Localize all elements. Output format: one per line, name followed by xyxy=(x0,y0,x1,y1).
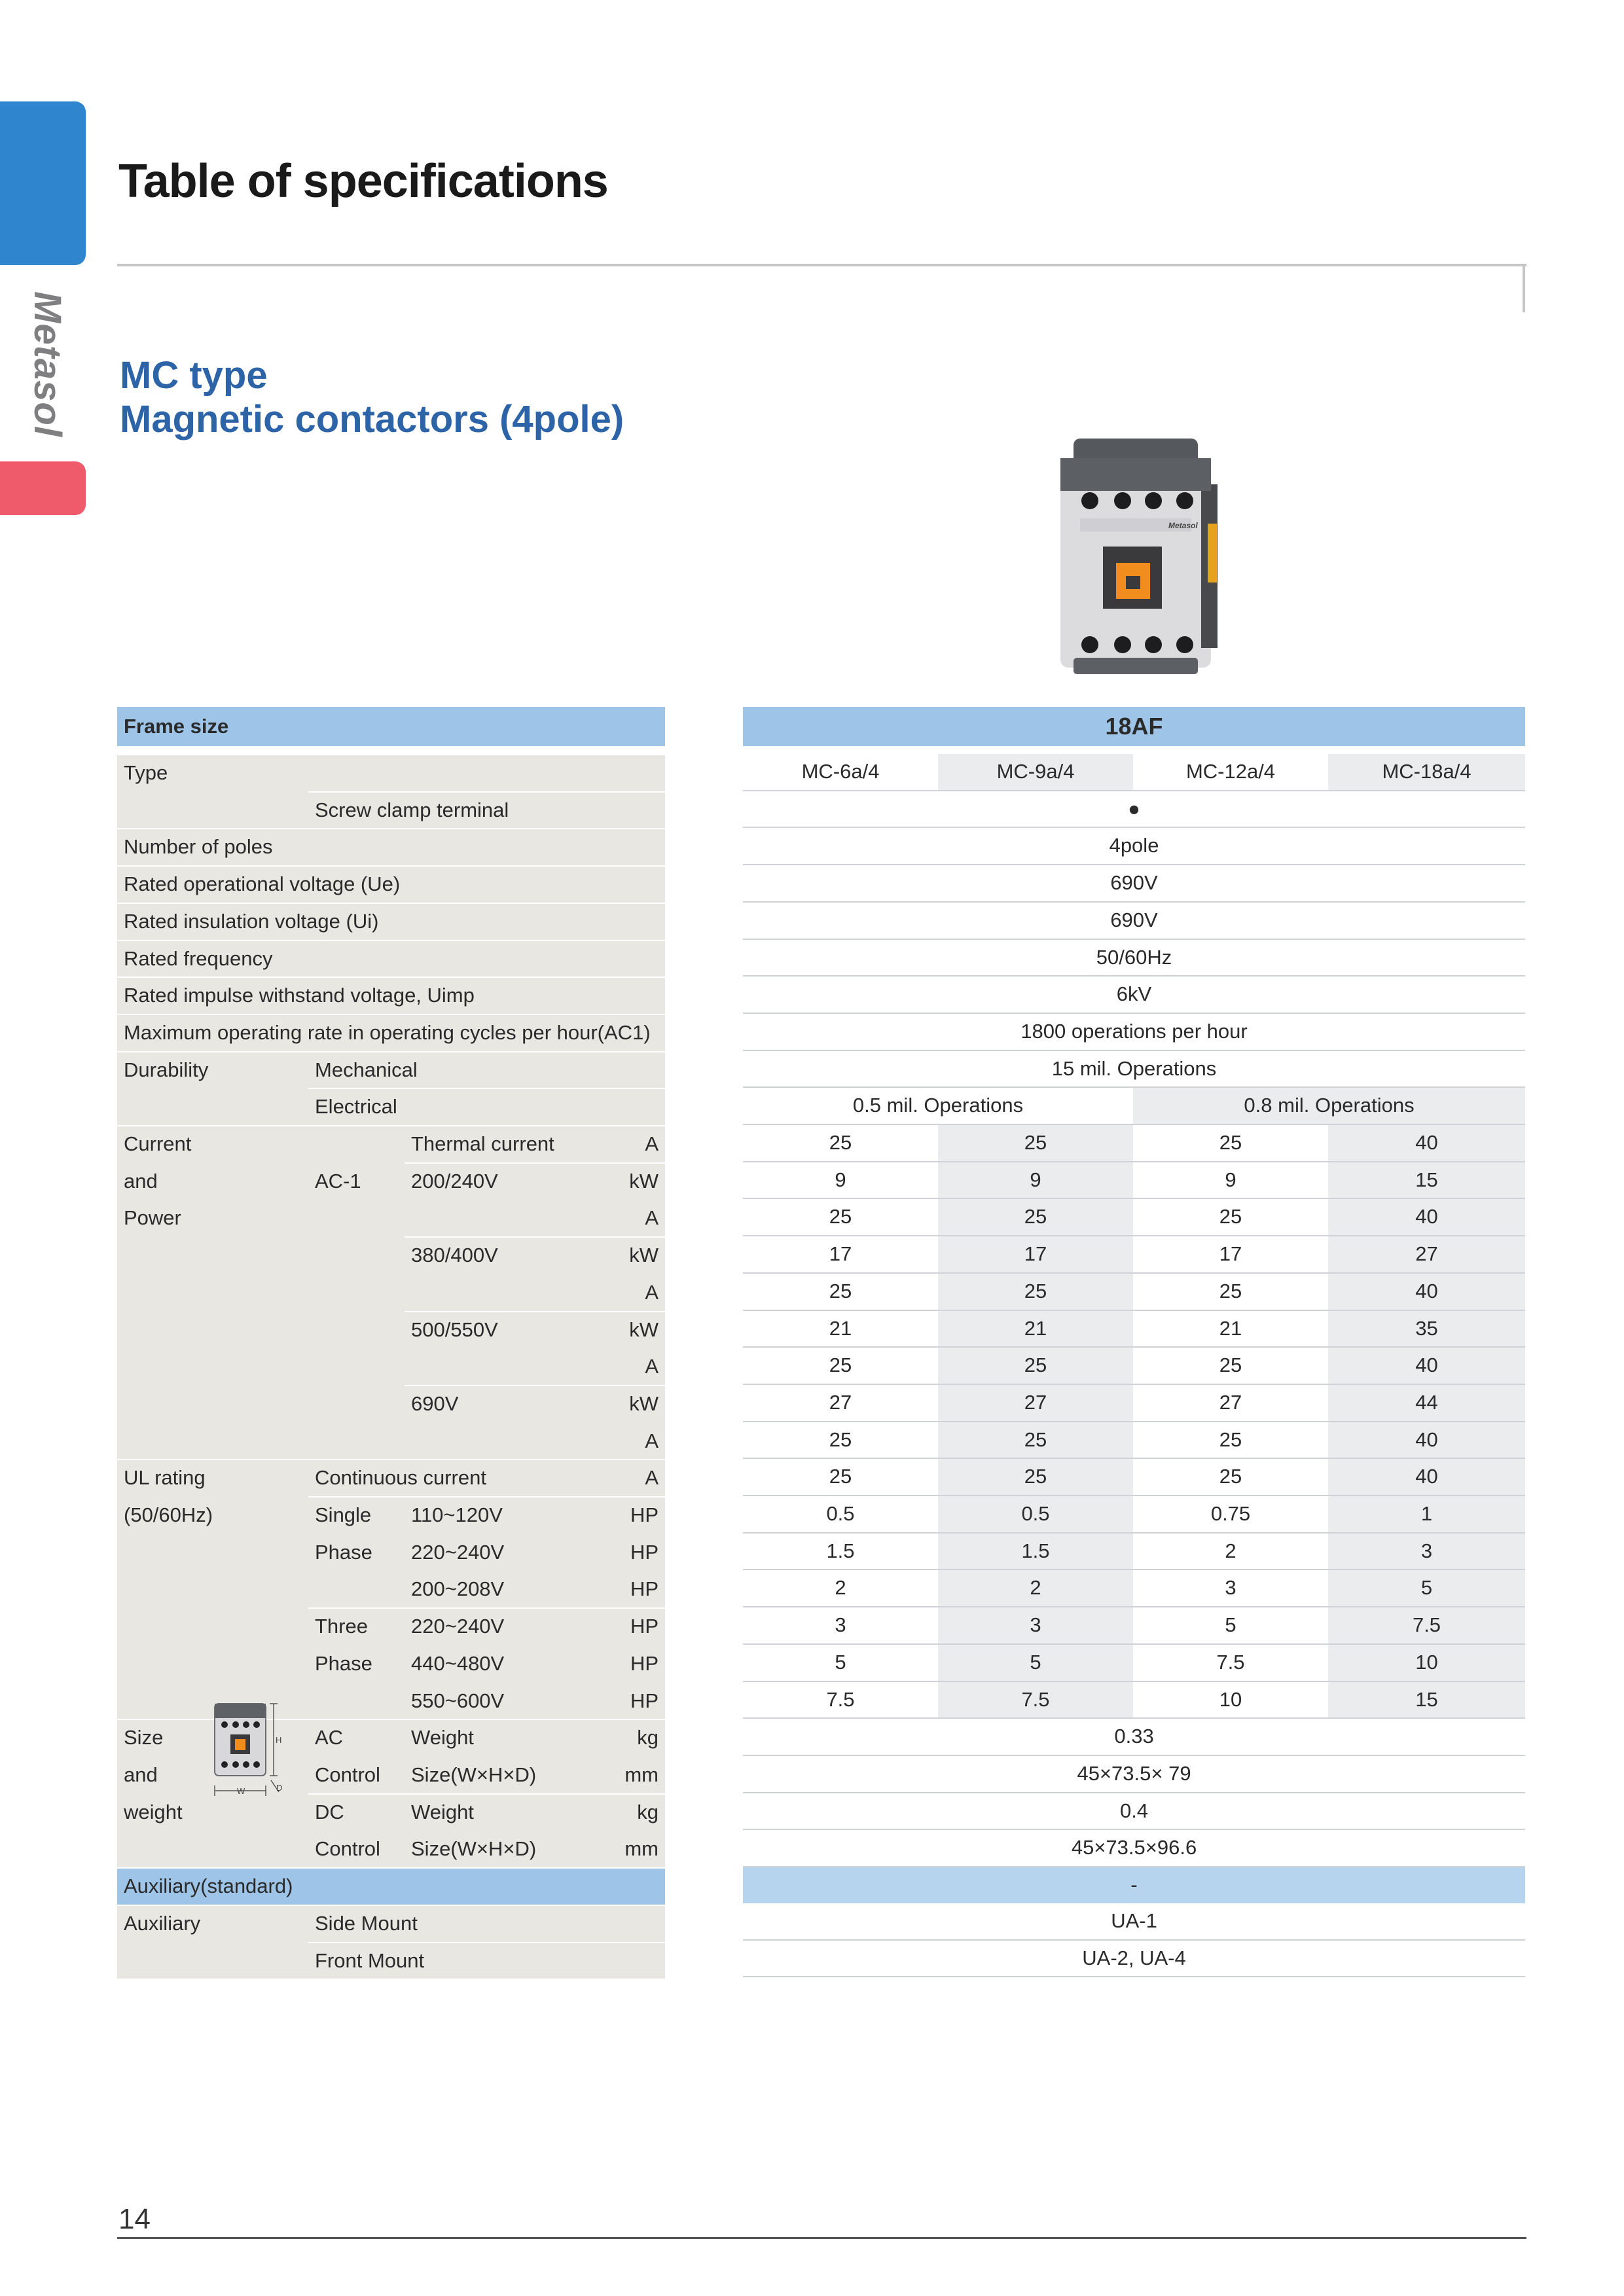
table-row xyxy=(117,1386,665,1423)
table-row xyxy=(743,1496,1525,1533)
table-row xyxy=(117,1757,665,1794)
table-row-ue xyxy=(117,866,665,903)
contactor-product-image xyxy=(1041,439,1231,681)
unit-label: A xyxy=(601,1126,665,1163)
frame-size-label: Frame size xyxy=(117,707,665,747)
value-cell: 25 xyxy=(743,1124,938,1162)
side-mount-value: UA-1 xyxy=(743,1903,1525,1940)
page-title: Table of specifications xyxy=(118,155,608,207)
model-cell: MC-12a/4 xyxy=(1133,754,1328,791)
table-row xyxy=(743,1607,1525,1644)
single-label: Single xyxy=(308,1497,405,1534)
spec-values-table xyxy=(743,707,1525,1977)
model-cell: MC-6a/4 xyxy=(743,754,938,791)
unit-label: A xyxy=(601,1200,665,1237)
value-cell: 3 xyxy=(938,1607,1133,1644)
unit-label: A xyxy=(601,1348,665,1386)
screw-clamp-value: ● xyxy=(743,791,1525,828)
table-row xyxy=(117,1943,665,1980)
model-cell: MC-18a/4 xyxy=(1328,754,1525,791)
value-cell: 35 xyxy=(1328,1310,1525,1348)
table-row-aux-standard xyxy=(117,1868,665,1905)
side-mount-label: Side Mount xyxy=(308,1905,665,1943)
current-label: Current xyxy=(117,1126,308,1163)
rating-values xyxy=(743,1124,1525,1718)
value-cell: 25 xyxy=(938,1198,1133,1236)
value-cell: 25 xyxy=(743,1347,938,1384)
footer-rule xyxy=(117,2237,1526,2239)
ue-value: 690V xyxy=(743,865,1525,902)
value-cell: 7.5 xyxy=(938,1681,1133,1719)
value-cell: 17 xyxy=(938,1236,1133,1273)
voltage-label: 690V xyxy=(405,1386,601,1423)
value-cell: 25 xyxy=(938,1273,1133,1310)
table-row xyxy=(743,902,1525,939)
table-row xyxy=(117,1423,665,1460)
control-label: Control xyxy=(308,1831,405,1868)
weight-label: Weight xyxy=(405,1794,601,1831)
value-cell: 21 xyxy=(743,1310,938,1348)
ul-rating-label: UL rating xyxy=(117,1460,308,1497)
table-row xyxy=(743,1013,1525,1050)
table-row xyxy=(743,1681,1525,1719)
voltage-label: 110~120V xyxy=(405,1497,601,1534)
value-cell: 15 xyxy=(1328,1162,1525,1199)
table-row xyxy=(117,1237,665,1274)
table-row xyxy=(743,1087,1525,1124)
value-cell: 40 xyxy=(1328,1347,1525,1384)
unit-label: HP xyxy=(601,1571,665,1608)
unit-label: HP xyxy=(601,1497,665,1534)
table-row xyxy=(117,1608,665,1645)
poles-value: 4pole xyxy=(743,827,1525,865)
value-cell: 25 xyxy=(743,1198,938,1236)
value-cell: 25 xyxy=(743,1458,938,1496)
unit-label: kW xyxy=(601,1312,665,1349)
unit-label: A xyxy=(601,1460,665,1497)
voltage-label: 440~480V xyxy=(405,1645,601,1683)
operating-rate-value: 1800 operations per hour xyxy=(743,1013,1525,1050)
table-row xyxy=(117,1200,665,1237)
table-row-screw-clamp xyxy=(117,792,665,829)
unit-label: kg xyxy=(601,1719,665,1757)
value-cell: 2 xyxy=(938,1570,1133,1607)
table-row xyxy=(743,1793,1525,1830)
electrical-value: 0.8 mil. Operations xyxy=(1133,1087,1525,1124)
table-row xyxy=(117,1126,665,1163)
table-row xyxy=(117,1571,665,1608)
table-row xyxy=(743,1940,1525,1977)
value-cell: 1.5 xyxy=(938,1533,1133,1570)
voltage-label: 220~240V xyxy=(405,1608,601,1645)
table-row xyxy=(743,976,1525,1013)
value-cell: 7.5 xyxy=(743,1681,938,1719)
value-cell: 9 xyxy=(938,1162,1133,1199)
value-cell: 25 xyxy=(1133,1198,1328,1236)
ac1-label: AC-1 xyxy=(308,1163,405,1200)
continuous-current-label: Continuous current xyxy=(308,1460,601,1497)
title-rule xyxy=(117,264,1526,266)
table-row xyxy=(117,1348,665,1386)
dc-weight-value: 0.4 xyxy=(743,1793,1525,1830)
phase-label: Phase xyxy=(308,1534,405,1571)
mechanical-value: 15 mil. Operations xyxy=(743,1050,1525,1088)
value-cell: 25 xyxy=(938,1458,1133,1496)
table-row xyxy=(117,1831,665,1868)
unit-label: mm xyxy=(601,1831,665,1868)
table-row xyxy=(117,1497,665,1534)
frequency-value: 50/60Hz xyxy=(743,939,1525,977)
value-cell: 0.75 xyxy=(1133,1496,1328,1533)
size-whd-label: Size(W×H×D) xyxy=(405,1831,601,1868)
and-label: and xyxy=(117,1757,308,1794)
weight-row-label: weight xyxy=(117,1794,308,1831)
front-mount-value: UA-2, UA-4 xyxy=(743,1940,1525,1977)
table-row xyxy=(743,1867,1525,1903)
table-row xyxy=(117,1683,665,1720)
control-label: Control xyxy=(308,1757,405,1794)
frame-value: 18AF xyxy=(743,707,1525,746)
table-row-mechanical xyxy=(117,1052,665,1089)
table-row xyxy=(743,1310,1525,1348)
ac-weight-value: 0.33 xyxy=(743,1718,1525,1755)
operating-rate-label: Maximum operating rate in operating cycles per hour(AC1) xyxy=(117,1014,665,1052)
aux-standard-value: - xyxy=(743,1867,1525,1903)
table-gap xyxy=(117,747,665,755)
unit-label: HP xyxy=(601,1645,665,1683)
value-cell: 25 xyxy=(1133,1273,1328,1310)
poles-label: Number of poles xyxy=(117,829,665,866)
type-label: Type xyxy=(117,755,308,792)
dimension-diagram-icon xyxy=(208,1694,287,1801)
front-mount-label: Front Mount xyxy=(308,1943,665,1980)
unit-label: kW xyxy=(601,1163,665,1200)
uimp-label: Rated impulse withstand voltage, Uimp xyxy=(117,977,665,1014)
value-cell: 40 xyxy=(1328,1458,1525,1496)
value-cell: 3 xyxy=(743,1607,938,1644)
value-cell: 17 xyxy=(1133,1236,1328,1273)
table-row xyxy=(117,1719,665,1757)
table-row xyxy=(743,1124,1525,1162)
table-row xyxy=(743,1198,1525,1236)
table-row xyxy=(117,1163,665,1200)
value-cell: 25 xyxy=(1133,1422,1328,1459)
unit-label: A xyxy=(601,1274,665,1312)
table-row xyxy=(743,1050,1525,1088)
value-cell: 25 xyxy=(743,1422,938,1459)
three-label: Three xyxy=(308,1608,405,1645)
table-row xyxy=(117,1312,665,1349)
product-brand-text: Metasol xyxy=(1168,521,1198,530)
value-cell: 2 xyxy=(743,1570,938,1607)
voltage-label: 500/550V xyxy=(405,1312,601,1349)
value-cell: 10 xyxy=(1133,1681,1328,1719)
value-cell: 5 xyxy=(743,1644,938,1681)
value-cell: 25 xyxy=(1133,1347,1328,1384)
voltage-label: 550~600V xyxy=(405,1683,601,1720)
table-row-poles xyxy=(117,829,665,866)
unit-label: A xyxy=(601,1423,665,1460)
page-number: 14 xyxy=(118,2203,151,2235)
value-cell: 27 xyxy=(1328,1236,1525,1273)
table-row-uimp xyxy=(117,977,665,1014)
unit-label: kg xyxy=(601,1794,665,1831)
ac-label: AC xyxy=(308,1719,405,1757)
power-label: Power xyxy=(117,1200,308,1237)
table-row xyxy=(743,865,1525,902)
table-row xyxy=(743,1533,1525,1570)
dc-size-value: 45×73.5×96.6 xyxy=(743,1829,1525,1867)
value-cell: 15 xyxy=(1328,1681,1525,1719)
dim-d-text: D xyxy=(276,1783,283,1793)
value-cell: 7.5 xyxy=(1133,1644,1328,1681)
value-cell: 3 xyxy=(1328,1533,1525,1570)
table-row xyxy=(117,1274,665,1312)
table-row-operating-rate xyxy=(117,1014,665,1052)
value-cell: 5 xyxy=(1328,1570,1525,1607)
spec-labels-table xyxy=(117,707,665,1980)
value-cell: 21 xyxy=(1133,1310,1328,1348)
voltage-label: 200/240V xyxy=(405,1163,601,1200)
voltage-label: 380/400V xyxy=(405,1237,601,1274)
value-cell: 27 xyxy=(938,1384,1133,1422)
value-cell: 5 xyxy=(1133,1607,1328,1644)
value-cell: 25 xyxy=(938,1422,1133,1459)
table-row xyxy=(117,1645,665,1683)
dim-w-text: W xyxy=(237,1786,245,1796)
table-row xyxy=(743,1644,1525,1681)
size-label: Size xyxy=(117,1719,308,1757)
value-cell: 40 xyxy=(1328,1422,1525,1459)
unit-label: HP xyxy=(601,1608,665,1645)
unit-label: kW xyxy=(601,1386,665,1423)
value-cell: 25 xyxy=(1133,1458,1328,1496)
section-title xyxy=(120,353,624,441)
value-cell: 21 xyxy=(938,1310,1133,1348)
table-row xyxy=(743,1384,1525,1422)
section-title-line1: MC type xyxy=(120,354,268,397)
table-row xyxy=(117,1534,665,1571)
table-row xyxy=(743,1755,1525,1793)
title-rule-end xyxy=(1523,264,1525,312)
table-row xyxy=(743,939,1525,977)
table-row-models xyxy=(743,754,1525,791)
table-row xyxy=(743,1422,1525,1459)
table-row xyxy=(743,1162,1525,1199)
table-row xyxy=(743,827,1525,865)
value-cell: 2 xyxy=(1133,1533,1328,1570)
table-row xyxy=(117,1794,665,1831)
table-gap xyxy=(743,746,1525,754)
section-title-line2: Magnetic contactors (4pole) xyxy=(120,398,624,440)
table-row-frame-size xyxy=(117,707,665,747)
table-row xyxy=(743,1273,1525,1310)
and-label: and xyxy=(117,1163,308,1200)
value-cell: 44 xyxy=(1328,1384,1525,1422)
table-row xyxy=(743,1829,1525,1867)
table-row-ui xyxy=(117,903,665,941)
ac-size-value: 45×73.5× 79 xyxy=(743,1755,1525,1793)
table-row-frequency xyxy=(117,941,665,978)
voltage-label: 220~240V xyxy=(405,1534,601,1571)
table-row-electrical xyxy=(117,1088,665,1126)
value-cell: 25 xyxy=(938,1347,1133,1384)
frequency-label: Rated frequency xyxy=(117,941,665,978)
ul-freq-label: (50/60Hz) xyxy=(117,1497,308,1534)
table-row xyxy=(743,1570,1525,1607)
ui-value: 690V xyxy=(743,902,1525,939)
value-cell: 40 xyxy=(1328,1198,1525,1236)
value-cell: 7.5 xyxy=(1328,1607,1525,1644)
value-cell: 40 xyxy=(1328,1124,1525,1162)
table-row xyxy=(117,1905,665,1943)
value-cell: 5 xyxy=(938,1644,1133,1681)
table-row-type xyxy=(117,755,665,792)
value-cell: 25 xyxy=(938,1124,1133,1162)
dim-h-text: H xyxy=(276,1735,282,1745)
side-tab-blue xyxy=(0,101,86,265)
voltage-label: 200~208V xyxy=(405,1571,601,1608)
value-cell: 25 xyxy=(1133,1124,1328,1162)
unit-label: mm xyxy=(601,1757,665,1794)
weight-label: Weight xyxy=(405,1719,601,1757)
table-row xyxy=(117,1460,665,1497)
uimp-value: 6kV xyxy=(743,976,1525,1013)
ui-label: Rated insulation voltage (Ui) xyxy=(117,903,665,941)
screw-clamp-label: Screw clamp terminal xyxy=(308,792,665,829)
value-cell: 10 xyxy=(1328,1644,1525,1681)
table-row xyxy=(743,1903,1525,1940)
table-row xyxy=(743,1718,1525,1755)
value-cell: 1 xyxy=(1328,1496,1525,1533)
side-tab-red xyxy=(0,461,86,515)
table-row xyxy=(743,1458,1525,1496)
mechanical-label: Mechanical xyxy=(308,1052,665,1089)
aux-standard-label: Auxiliary(standard) xyxy=(117,1868,665,1905)
value-cell: 9 xyxy=(1133,1162,1328,1199)
dc-label: DC xyxy=(308,1794,405,1831)
value-cell: 1.5 xyxy=(743,1533,938,1570)
value-cell: 9 xyxy=(743,1162,938,1199)
size-whd-label: Size(W×H×D) xyxy=(405,1757,601,1794)
model-cell: MC-9a/4 xyxy=(938,754,1133,791)
electrical-label: Electrical xyxy=(308,1088,665,1126)
auxiliary-label: Auxiliary xyxy=(117,1905,308,1943)
side-label: Metasol xyxy=(26,291,69,437)
value-cell: 17 xyxy=(743,1236,938,1273)
table-row xyxy=(743,1236,1525,1273)
value-cell: 3 xyxy=(1133,1570,1328,1607)
table-row-frame xyxy=(743,707,1525,746)
unit-label: HP xyxy=(601,1683,665,1720)
value-cell: 25 xyxy=(743,1273,938,1310)
value-cell: 27 xyxy=(743,1384,938,1422)
value-cell: 0.5 xyxy=(938,1496,1133,1533)
value-cell: 27 xyxy=(1133,1384,1328,1422)
phase-label: Phase xyxy=(308,1645,405,1683)
table-row xyxy=(743,1347,1525,1384)
value-cell: 0.5 xyxy=(743,1496,938,1533)
unit-label: kW xyxy=(601,1237,665,1274)
durability-label: Durability xyxy=(117,1052,308,1089)
thermal-current-label: Thermal current xyxy=(405,1126,601,1163)
value-cell: 40 xyxy=(1328,1273,1525,1310)
unit-label: HP xyxy=(601,1534,665,1571)
electrical-value: 0.5 mil. Operations xyxy=(743,1087,1133,1124)
ue-label: Rated operational voltage (Ue) xyxy=(117,866,665,903)
table-row xyxy=(743,791,1525,828)
